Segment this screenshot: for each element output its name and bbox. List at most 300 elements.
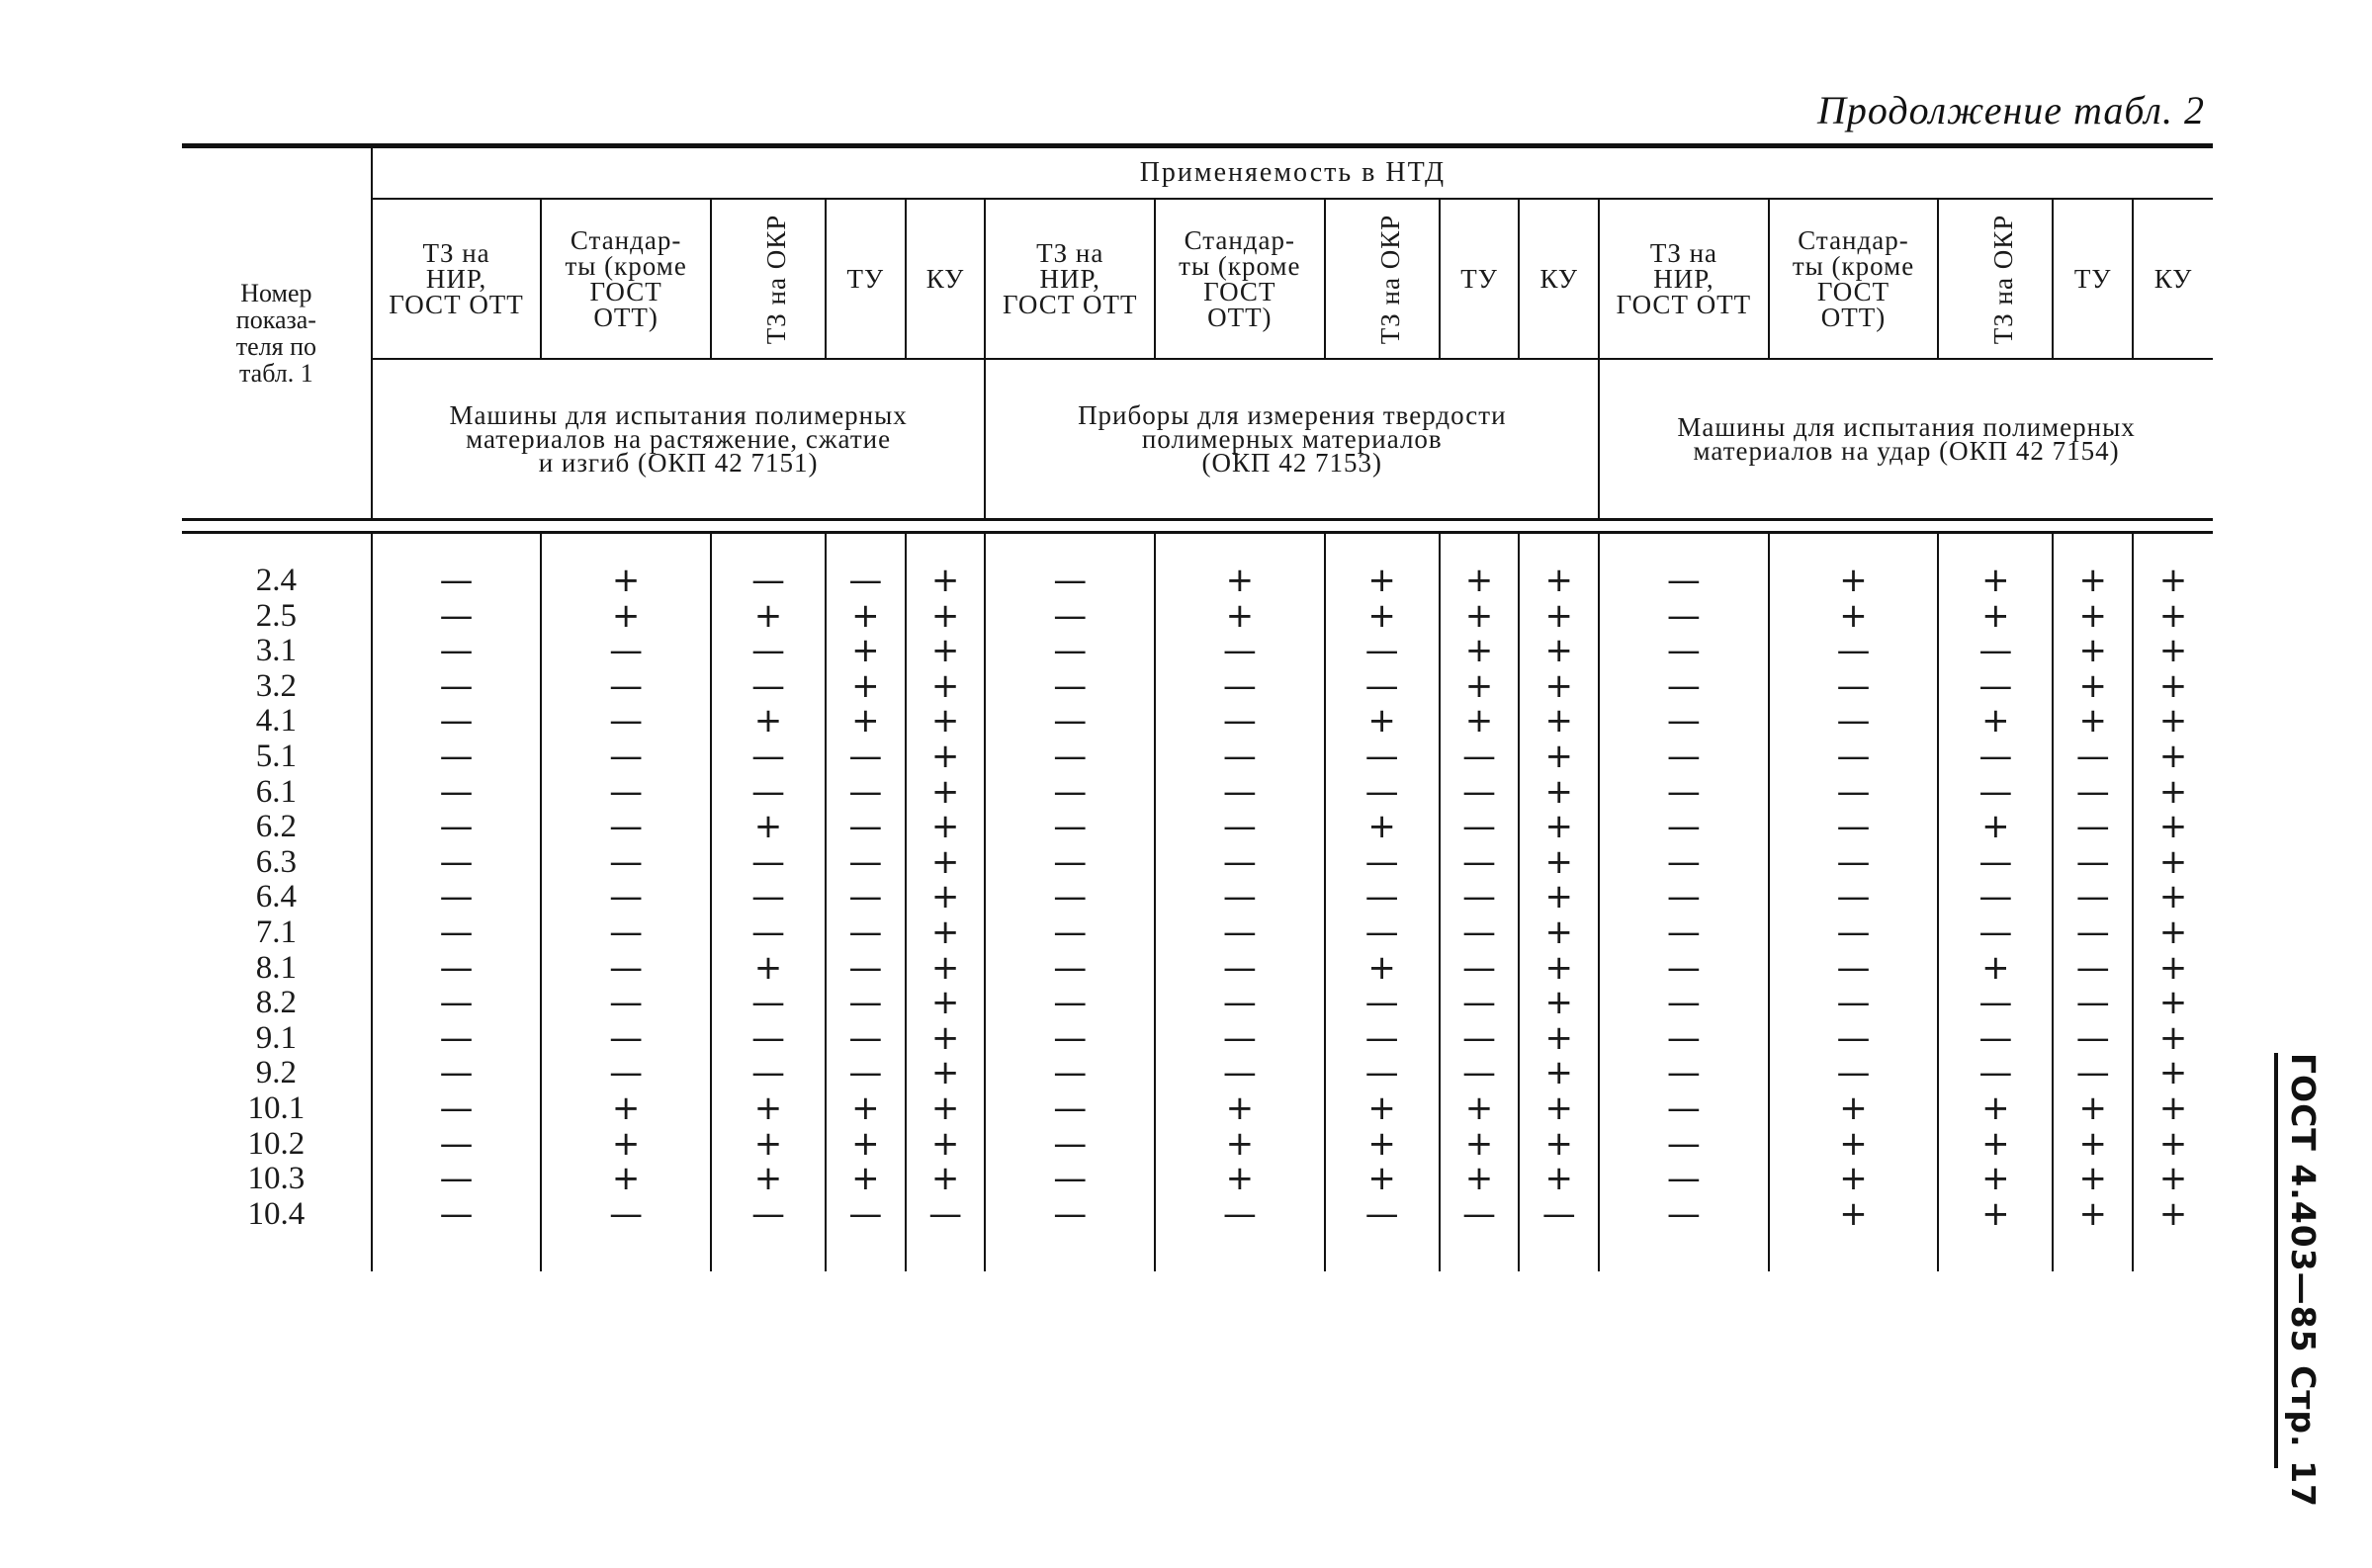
applicability-cell [906, 771, 986, 812]
applicability-cell [2133, 533, 2213, 599]
applicability-cell [1599, 533, 1769, 599]
applicability-cell [906, 912, 986, 952]
applicability-mark: + [851, 701, 880, 741]
applicability-cell [906, 877, 986, 917]
applicability-mark: + [2158, 877, 2188, 917]
applicability-cell [711, 877, 826, 917]
applicability-cell [1938, 947, 2053, 988]
sub-header-line: ты (кроме [565, 251, 687, 281]
sub-header [985, 199, 1155, 359]
applicability-mark: — [1222, 841, 1257, 882]
applicability-mark: — [2075, 912, 2110, 952]
applicability-mark: + [1367, 701, 1396, 741]
applicability-cell [1519, 1159, 1599, 1199]
applicability-cell [1938, 533, 2053, 599]
spacer-cell [1155, 1232, 1325, 1271]
spacer-cell [906, 1232, 986, 1271]
applicability-cell [1599, 1159, 1769, 1199]
applicability-cell [2133, 1053, 2213, 1093]
sub-header-tz-okr [711, 199, 826, 359]
indicator-number: 3.2 [182, 669, 372, 705]
applicability-cell [1769, 1193, 1939, 1234]
applicability-cell [2053, 841, 2133, 882]
applicability-mark: + [1981, 701, 2010, 741]
indicator-number: 2.4 [182, 533, 372, 599]
applicability-mark: + [930, 1017, 960, 1058]
applicability-cell [1325, 912, 1440, 952]
applicability-mark: + [2158, 665, 2188, 706]
applicability-mark: — [1053, 983, 1088, 1023]
applicability-cell [1519, 877, 1599, 917]
table-bottom-spacer [182, 1232, 2213, 1271]
applicability-cell [711, 1017, 826, 1058]
applicability-cell [1155, 807, 1325, 847]
applicability-cell [906, 841, 986, 882]
applicability-mark: + [1839, 1123, 1868, 1164]
applicability-mark: + [1839, 1159, 1868, 1199]
applicability-cell [2053, 1193, 2133, 1234]
applicability-mark: — [848, 1193, 883, 1234]
spacer-cell [1599, 1232, 1769, 1271]
applicability-mark: + [2078, 595, 2107, 636]
applicability-mark: + [2158, 912, 2188, 952]
applicability-mark: + [1839, 1088, 1868, 1128]
applicability-mark: + [2158, 736, 2188, 776]
applicability-cell [1519, 771, 1599, 812]
applicability-mark: — [2075, 771, 2110, 812]
applicability-mark: — [439, 877, 474, 917]
applicability-mark: — [1666, 1159, 1701, 1199]
applicability-cell [1769, 771, 1939, 812]
applicability-cell [985, 1193, 1155, 1234]
applicability-mark: — [1053, 561, 1088, 600]
applicability-mark: — [848, 736, 883, 776]
applicability-mark: + [1839, 595, 1868, 636]
applicability-cell [826, 807, 906, 847]
applicability-mark: — [1666, 877, 1701, 917]
applicability-mark: + [1981, 947, 2010, 988]
applicability-cell [711, 1088, 826, 1128]
applicability-cell [1440, 736, 1520, 776]
side-page-caption: ГОСТ 4.403—85 Стр. 17 [2274, 1053, 2323, 1468]
applicability-mark: — [1222, 912, 1257, 952]
applicability-cell [1519, 1088, 1599, 1128]
applicability-mark: — [1053, 841, 1088, 882]
applicability-cell [541, 877, 711, 917]
sub-header-line: ГОСТ [1203, 277, 1276, 306]
applicability-mark: — [439, 1053, 474, 1093]
applicability-cell [2133, 771, 2213, 812]
applicability-mark: + [2158, 1017, 2188, 1058]
applicability-cell [541, 912, 711, 952]
sub-header-line: Стандар- [1184, 225, 1296, 255]
sub-header-line: НИР, [1039, 264, 1100, 294]
applicability-mark: + [1544, 1159, 1574, 1199]
applicability-mark: — [609, 807, 644, 847]
applicability-mark: + [1464, 631, 1494, 671]
applicability-cell [826, 983, 906, 1023]
applicability-mark: + [1544, 1017, 1574, 1058]
applicability-cell [1155, 1017, 1325, 1058]
applicability-cell [1155, 595, 1325, 636]
sub-header [2133, 199, 2213, 359]
applicability-cell [2133, 631, 2213, 671]
applicability-mark: — [1462, 771, 1497, 812]
applicability-mark: — [1053, 1053, 1088, 1093]
applicability-cell [1519, 631, 1599, 671]
applicability-cell [1155, 631, 1325, 671]
applicability-cell [906, 595, 986, 636]
applicability-mark: + [611, 1159, 641, 1199]
applicability-cell [906, 1193, 986, 1234]
applicability-cell [826, 533, 906, 599]
applicability-cell [1325, 1017, 1440, 1058]
product-group-line: Машины для испытания полимерных [1677, 412, 2136, 442]
applicability-cell [541, 1088, 711, 1128]
applicability-cell [2133, 912, 2213, 952]
applicability-cell [985, 631, 1155, 671]
applicability-mark: — [1978, 877, 2013, 917]
product-group-line: и изгиб (ОКП 42 7151) [538, 448, 819, 478]
applicability-mark: — [750, 1017, 785, 1058]
applicability-mark: + [2078, 701, 2107, 741]
applicability-cell [2133, 1159, 2213, 1199]
applicability-mark: + [1981, 1088, 2010, 1128]
sub-header [2053, 199, 2133, 359]
applicability-mark: — [1978, 912, 2013, 952]
applicability-cell [1325, 1088, 1440, 1128]
spacer-cell [711, 1232, 826, 1271]
header-double-rule [182, 520, 2213, 533]
applicability-mark: — [1836, 877, 1871, 917]
applicability-cell [1440, 841, 1520, 882]
applicability-mark: — [609, 771, 644, 812]
applicability-cell [906, 983, 986, 1023]
applicability-mark: + [851, 1123, 880, 1164]
applicability-mark: — [1836, 631, 1871, 671]
indicator-number: 5.1 [182, 740, 372, 775]
applicability-mark: + [1544, 771, 1574, 812]
applicability-cell [1440, 1123, 1520, 1164]
applicability-cell [1938, 595, 2053, 636]
indicator-number: 6.2 [182, 810, 372, 845]
applicability-mark: — [1222, 1193, 1257, 1234]
applicability-mark: — [848, 561, 883, 600]
applicability-mark: + [2158, 807, 2188, 847]
applicability-cell [711, 983, 826, 1023]
sub-header [1155, 199, 1325, 359]
applicability-mark: — [439, 1159, 474, 1199]
applicability-cell [1599, 736, 1769, 776]
applicability-mark: + [1981, 807, 2010, 847]
applicability-mark: + [2158, 595, 2188, 636]
applicability-mark: + [1367, 807, 1396, 847]
table-row [182, 1127, 2213, 1163]
applicability-mark: + [753, 947, 783, 988]
applicability-mark: — [1666, 771, 1701, 812]
applicability-cell [1938, 841, 2053, 882]
applicability-cell [2053, 701, 2133, 741]
spacer-cell [2133, 1232, 2213, 1271]
applicability-mark: + [1544, 631, 1574, 671]
applicability-cell [2133, 983, 2213, 1023]
applicability-cell [1599, 841, 1769, 882]
applicability-mark: — [609, 1193, 644, 1234]
applicability-mark: — [1364, 1053, 1399, 1093]
applicability-cell [1325, 1123, 1440, 1164]
applicability-cell [1769, 1017, 1939, 1058]
applicability-cell [711, 1053, 826, 1093]
applicability-cell [711, 771, 826, 812]
applicability-cell [1938, 631, 2053, 671]
applicability-mark: + [1544, 947, 1574, 988]
product-group-header [372, 359, 986, 520]
applicability-mark: — [848, 947, 883, 988]
indicator-number: 3.1 [182, 634, 372, 669]
sub-header-row [182, 199, 2213, 359]
applicability-mark: — [1364, 1193, 1399, 1234]
applicability-mark: + [2158, 1088, 2188, 1128]
indicator-number: 8.1 [182, 951, 372, 987]
applicability-cell [1325, 665, 1440, 706]
applicability-mark: — [1836, 947, 1871, 988]
applicability-mark: — [1541, 1193, 1576, 1234]
applicability-mark: — [1666, 1053, 1701, 1093]
applicability-cell [372, 841, 542, 882]
applicability-mark: — [2075, 736, 2110, 776]
applicability-mark: — [1222, 701, 1257, 741]
applicability-cell [2133, 701, 2213, 741]
applicability-cell [541, 1017, 711, 1058]
indicator-number: 10.4 [182, 1197, 372, 1233]
applicability-cell [711, 841, 826, 882]
applicability-cell [1769, 877, 1939, 917]
applicability-mark: + [930, 665, 960, 706]
applicability-mark: — [2075, 947, 2110, 988]
applicability-mark: — [1222, 771, 1257, 812]
applicability-mark: + [2158, 841, 2188, 882]
applicability-mark: + [611, 595, 641, 636]
applicability-cell [1519, 1123, 1599, 1164]
applicability-cell [1325, 947, 1440, 988]
applicability-mark: — [1462, 912, 1497, 952]
applicability-mark: + [2078, 1088, 2107, 1128]
applicability-mark: — [1053, 736, 1088, 776]
applicability-mark: + [2078, 1193, 2107, 1234]
applicability-mark: — [848, 807, 883, 847]
applicability-cell [2053, 1123, 2133, 1164]
applicability-cell [2053, 1017, 2133, 1058]
applicability-mark: — [750, 912, 785, 952]
applicability-mark: — [1462, 877, 1497, 917]
applicability-mark: + [851, 665, 880, 706]
applicability-cell [906, 736, 986, 776]
applicability-cell [711, 631, 826, 671]
applicability-mark: — [609, 1017, 644, 1058]
applicability-mark: + [2078, 1159, 2107, 1199]
applicability-cell [826, 947, 906, 988]
applicability-mark: — [2075, 1053, 2110, 1093]
applicability-mark: + [930, 983, 960, 1023]
applicability-cell [2133, 1193, 2213, 1234]
indicator-number: 10.3 [182, 1162, 372, 1197]
applicability-cell [1938, 983, 2053, 1023]
applicability-mark: + [1981, 1193, 2010, 1234]
applicability-cell [2133, 841, 2213, 882]
sub-header-vertical-label: ТЗ на ОКР [761, 214, 792, 344]
table-row [182, 599, 2213, 635]
applicability-mark: — [1978, 983, 2013, 1023]
applicability-cell [1325, 841, 1440, 882]
applicability-mark: — [439, 947, 474, 988]
applicability-cell [1519, 983, 1599, 1023]
applicability-mark: + [1464, 665, 1494, 706]
spacer-cell [1519, 1232, 1599, 1271]
applicability-mark: + [1544, 912, 1574, 952]
applicability-cell [1440, 983, 1520, 1023]
sub-header-line: ОТТ) [1207, 303, 1273, 332]
applicability-mark: + [1544, 983, 1574, 1023]
applicability-cell [2053, 771, 2133, 812]
applicability-cell [541, 595, 711, 636]
applicability-cell [1769, 947, 1939, 988]
applicability-cell [1938, 877, 2053, 917]
product-group-line: Приборы для измерения твердости [1078, 400, 1507, 430]
applicability-cell [1769, 595, 1939, 636]
applicability-mark: + [930, 631, 960, 671]
applicability-mark: — [439, 631, 474, 671]
applicability-mark: — [1053, 807, 1088, 847]
applicability-mark: — [1666, 841, 1701, 882]
applicability-mark: — [609, 665, 644, 706]
applicability-cell [1440, 631, 1520, 671]
applicability-mark: — [1222, 947, 1257, 988]
applicability-cell [1519, 736, 1599, 776]
applicability-mark: + [2078, 631, 2107, 671]
applicability-cell [372, 912, 542, 952]
applicability-mark: — [1364, 841, 1399, 882]
applicability-cell [2053, 807, 2133, 847]
applicability-cell [906, 1123, 986, 1164]
applicability-mark: — [1666, 1088, 1701, 1128]
applicability-cell [1519, 1017, 1599, 1058]
applicability-mark: — [1836, 736, 1871, 776]
applicability-mark: — [1053, 1123, 1088, 1164]
applicability-mark: + [930, 595, 960, 636]
applicability-mark: — [1222, 877, 1257, 917]
spacer-cell [541, 1232, 711, 1271]
applicability-mark: — [1978, 771, 2013, 812]
indicator-number: 6.1 [182, 775, 372, 811]
sub-header-line: ТУ [2073, 264, 2112, 294]
applicability-cell [985, 736, 1155, 776]
sub-header-vertical-label: ТЗ на ОКР [1988, 214, 2019, 344]
applicability-mark: — [1053, 701, 1088, 741]
applicability-mark: + [1464, 595, 1494, 636]
applicability-cell [372, 533, 542, 599]
applicability-mark: — [848, 1017, 883, 1058]
applicability-mark: + [1367, 595, 1396, 636]
applicability-mark: — [1053, 1193, 1088, 1234]
applicability-mark: + [1225, 1123, 1255, 1164]
table-header [182, 146, 2213, 520]
table-row [182, 704, 2213, 740]
table-row [182, 915, 2213, 951]
applicability-mark: — [1462, 1053, 1497, 1093]
applicability-cell [1769, 912, 1939, 952]
applicability-mark: — [2075, 877, 2110, 917]
sub-header-line: ты (кроме [1179, 251, 1301, 281]
applicability-mark: — [2075, 1017, 2110, 1058]
table-row [182, 845, 2213, 881]
applicability-cell [985, 841, 1155, 882]
applicability-cell [1325, 1193, 1440, 1234]
applicability-cell [1769, 665, 1939, 706]
applicability-mark: — [1666, 1123, 1701, 1164]
applicability-cell [1325, 983, 1440, 1023]
applicability-mark: — [848, 983, 883, 1023]
applicability-cell [826, 736, 906, 776]
applicability-mark: + [2158, 561, 2188, 600]
applicability-cell [1599, 877, 1769, 917]
sub-header-line: ГОСТ ОТТ [1002, 290, 1138, 319]
table-row [182, 775, 2213, 811]
applicability-cell [711, 595, 826, 636]
applicability-cell [1440, 533, 1520, 599]
applicability-cell [985, 533, 1155, 599]
applicability-mark: — [2075, 983, 2110, 1023]
applicability-cell [1599, 1088, 1769, 1128]
applicability-cell [985, 807, 1155, 847]
spacer-cell [2053, 1232, 2133, 1271]
applicability-mark: — [1462, 736, 1497, 776]
applicability-mark: — [609, 841, 644, 882]
applicability-mark: + [1544, 665, 1574, 706]
table-row [182, 1162, 2213, 1197]
applicability-cell [541, 807, 711, 847]
applicability-mark: — [1666, 912, 1701, 952]
applicability-cell [1325, 1159, 1440, 1199]
applicability-cell [1325, 877, 1440, 917]
applicability-mark: — [1836, 983, 1871, 1023]
applicability-mark: + [2158, 1053, 2188, 1093]
applicability-cell [1599, 771, 1769, 812]
applicability-mark: — [750, 1053, 785, 1093]
sub-header-vertical-label: ТЗ на ОКР [1374, 214, 1405, 344]
applicability-cell [541, 771, 711, 812]
spacer-cell [182, 1232, 372, 1271]
applicability-cell [985, 983, 1155, 1023]
indicator-number: 8.2 [182, 986, 372, 1021]
applicability-mark: — [1462, 983, 1497, 1023]
applicability-cell [2133, 595, 2213, 636]
applicability-mark: + [753, 807, 783, 847]
sub-header-line: ТЗ на [1649, 238, 1718, 268]
applicability-mark: + [1544, 807, 1574, 847]
applicability-cell [372, 1123, 542, 1164]
applicability-cell [1769, 807, 1939, 847]
sub-header-line: ГОСТ [589, 277, 662, 306]
spacer-cell [1769, 1232, 1939, 1271]
applicability-mark: + [1464, 1159, 1494, 1199]
applicability-mark: + [1544, 561, 1574, 600]
applicability-mark: + [1544, 877, 1574, 917]
sub-header-line: ТУ [846, 264, 885, 294]
sub-header-line: ТЗ на [422, 238, 490, 268]
spacer-cell [1938, 1232, 2053, 1271]
sub-header [1769, 199, 1939, 359]
table-body [182, 520, 2213, 1272]
